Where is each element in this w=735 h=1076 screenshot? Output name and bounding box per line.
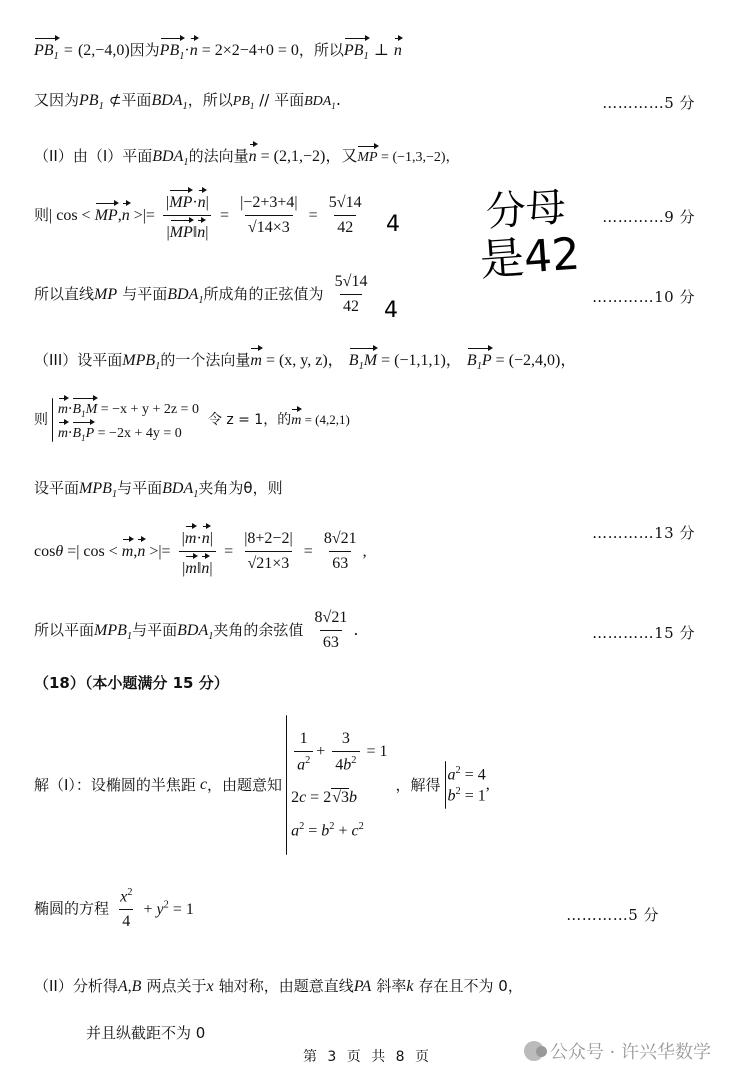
handwritten-note-line2: 是42 [478,228,582,287]
system-eq-1: $\frac{1}{a^2}$ + $\frac{3}{4b^2}$ = 1 [291,729,387,775]
watermark [524,1038,711,1064]
brace [445,761,446,809]
brace [286,715,287,855]
line-sine-value: 所以直线MP 与平面$BDA_1$所成角的正弦值为 $\frac{5√14}{42}$ [34,273,368,315]
system-eq-3: $a^2 = b^2 + c^2$ [291,820,364,839]
line-normal-vector: （II）由（I）平面$BDA_1$的法向量n = (2,1,−2)，又MP = (−1,3,−2)， [34,142,460,169]
handwritten-overwrite-4: 4 [386,212,400,237]
question-18-heading: （18）（本小题满分 15 分） [34,674,229,692]
handwritten-note-line1: 分母 [484,184,568,236]
score-13: …………13 分 [592,524,695,542]
line-solution-i: 解（I）：设椭圆的半焦距 c ，由题意知 $\frac{1}{a^2}$ + $\frac{3}{4b^2}$ = 1 2c = 2√3b $a^2 = b^2 + c^2$ ，解得 $a^2 = 4$ $b^2 = 1$ , [34,710,490,860]
watermark-text: 公众号 · 许兴华数学 [549,1042,711,1063]
score-10: …………10 分 [592,288,695,306]
line-cos-mp-n: 则| cos < MP,n >|= $\frac{|MP\cdot n|}{|MP‖n|}$ = $\frac{|-2+3+4|}{√14\times 3}$ = $\frac{5√14}{42}$ [34,188,368,243]
line-part-ii-cont: 并且纵截距不为 0 [86,1024,206,1042]
page-footer: 第 3 页 共 8 页 [302,1049,433,1065]
wechat-icon [524,1041,544,1061]
line-theta: 设平面$MPB_1$与平面$BDA_1$夹角为θ，则 [34,479,283,501]
score-9: …………9 分 [602,208,695,226]
score-5: …………5 分 [602,94,695,112]
line-cos-value: 所以平面$MPB_1$与平面$BDA_1$夹角的余弦值 $\frac{8√21}{63}$ . [34,609,359,651]
score-15: …………15 分 [592,624,695,642]
line-parallel: 又因为$PB_1$ ⊄平面$BDA_1$，所以$PB_1$ // 平面$BDA_1$. [34,90,341,113]
line-part-ii: （II）分析得A,B 两点关于x 轴对称，由题意直线PA 斜率k 存在且不为 0， [34,977,523,995]
line-cos-theta: cosθ =| cos < m,n >|= $\frac{|m\cdot n|}{|m‖n|}$ = $\frac{|8+2-2|}{√21\times 3}$ = $\frac{8√21}{63}$ , [34,524,367,579]
handwritten-overwrite-4b: 4 [384,298,398,323]
line-ellipse-equation: 椭圆的方程 $\frac{x^2}{4}$ + $y^2 = 1$ [34,887,194,931]
brace [52,398,53,442]
line-system-m: 则 $m\cdot B_1M = -x + y + 2z = 0$ $m\cdot B_1P = -2x + 4y = 0$ 令 z = 1，的m = (4,2,1) [34,396,350,444]
score-5-ellipse: …………5 分 [566,906,659,924]
system-eq-2: 2c = 2√3b [291,788,357,806]
line-pb1-vector: $PB_1 = (2,-4,0)$因为$PB_1\cdot n = 2\times 2-4+0 = 0$，所以$PB_1$ ⊥ n [34,36,402,63]
line-plane-mpb1: （III）设平面$MPB_1$的一个法向量m = (x, y, z)， $B_1M = (-1,1,1)$， $B_1P = (-2,4,0)$， [34,346,576,373]
